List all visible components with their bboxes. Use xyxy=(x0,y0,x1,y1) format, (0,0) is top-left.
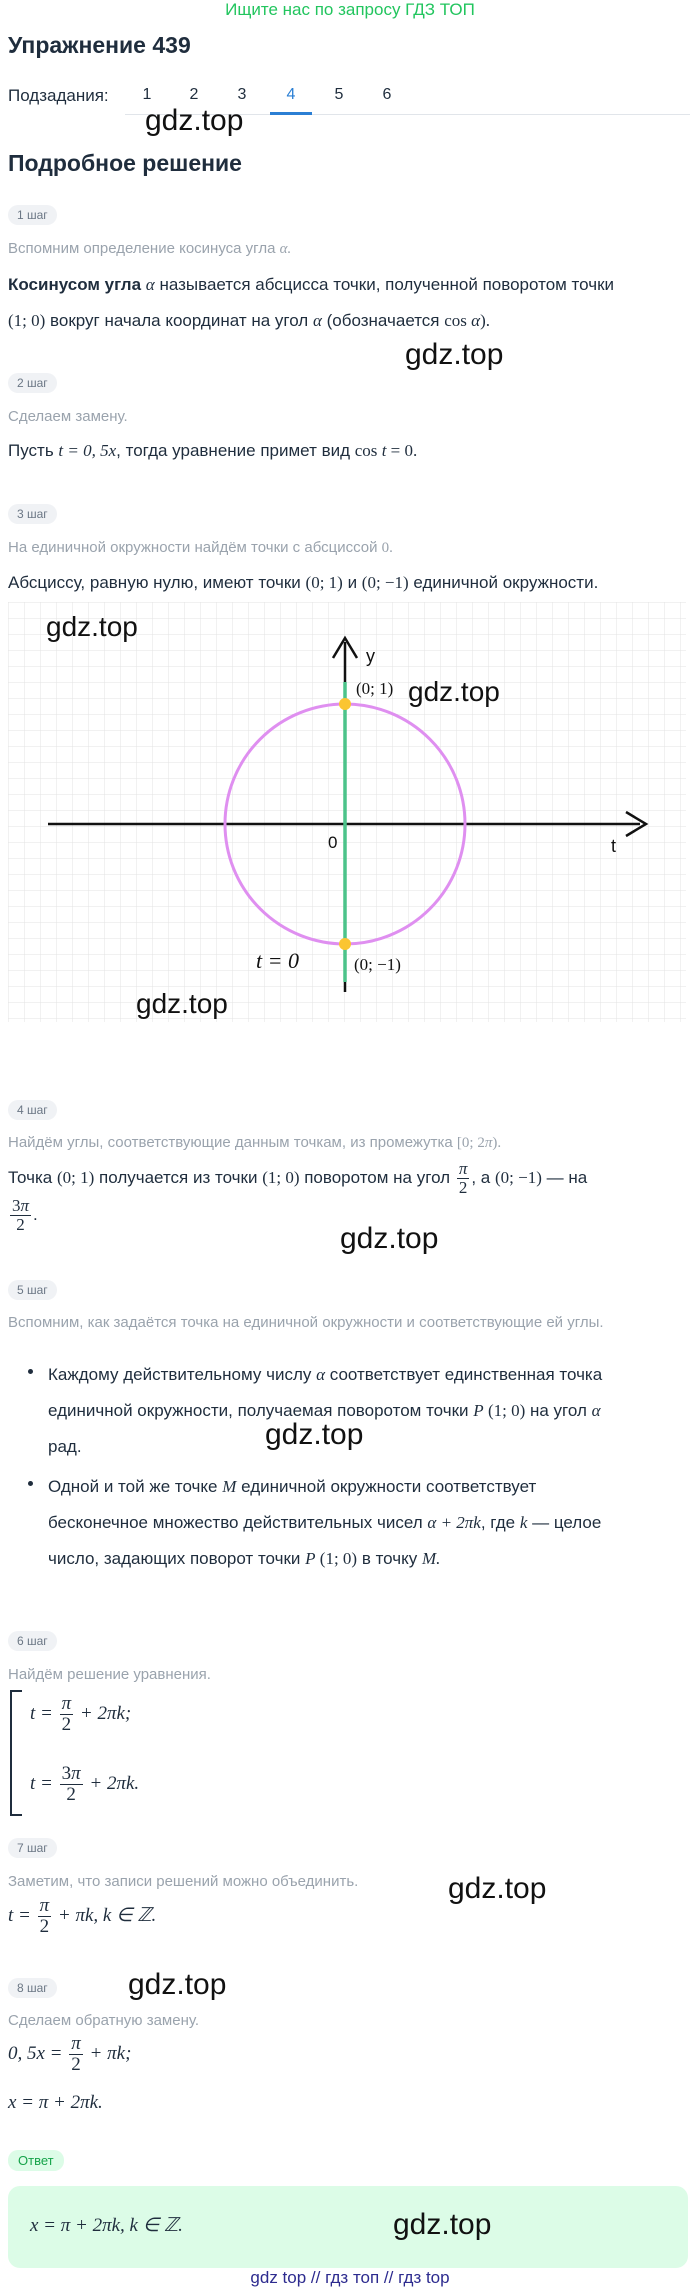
bullet-dot xyxy=(28,1481,33,1486)
alpha-symbol: α xyxy=(312,311,322,330)
subtask-tab-2[interactable]: 2 xyxy=(189,86,199,103)
step4-line-d: , а xyxy=(471,1167,491,1187)
alpha-symbol: α xyxy=(591,1401,601,1420)
answer-box xyxy=(8,2186,688,2268)
fraction-pi-over-2: $\frac{\pi}{2}$ xyxy=(458,1159,468,1197)
step2-line-b: , тогда уравнение примет вид xyxy=(116,441,351,460)
step3-hint xyxy=(8,539,393,557)
footer-links[interactable]: gdz top // гдз топ // гдз top xyxy=(250,2268,450,2287)
inverse-substitution-2: x = π + 2πk. xyxy=(8,2092,103,2113)
step-badge-2: 2 шаг xyxy=(8,373,57,393)
cos-alpha: cos α). xyxy=(444,311,491,330)
step-badge-6: 6 шаг xyxy=(8,1631,57,1651)
watermark: gdz.top xyxy=(128,1968,227,2001)
step1-hint xyxy=(8,240,291,258)
step-badge-7: 7 шаг xyxy=(8,1838,57,1858)
inverse-substitution-1: 0, 5x = $\frac{\pi}{2}$ + πk; xyxy=(8,2033,132,2075)
step-badge-1: 1 шаг xyxy=(8,205,57,225)
watermark: gdz.top xyxy=(265,1418,364,1451)
step1-line2a-text: вокруг начала координат на угол xyxy=(50,311,309,330)
point-M: M. xyxy=(421,1549,441,1568)
subtasks-label: Подзадания: xyxy=(8,86,109,105)
step3-line-b: и xyxy=(347,573,358,592)
fraction-pi-over-2: $\frac{\pi}{2}$ xyxy=(39,1895,50,1937)
answer-label: Ответ xyxy=(8,2150,64,2171)
b2-line3a: число, задающих поворот точки xyxy=(48,1549,301,1568)
subtask-tab-5[interactable]: 5 xyxy=(334,86,344,103)
step-badge-4: 4 шаг xyxy=(8,1100,57,1120)
alpha-plus-2pik: α + 2πk xyxy=(427,1513,481,1532)
step1-line2b-text: (обозначается xyxy=(326,311,440,330)
fraction-pi-over-2: $\frac{\pi}{2}$ xyxy=(61,1693,72,1735)
step1-hint-text: Вспомним определение косинуса угла xyxy=(8,240,276,257)
combined-solution: t = $\frac{\pi}{2}$ + πk, k ∈ ℤ. xyxy=(8,1895,157,1937)
point-1-0: (1; 0) xyxy=(262,1167,300,1187)
b2-line1b: единичной окружности соответствует xyxy=(241,1477,537,1496)
step6-hint: Найдём решение уравнения. xyxy=(8,1666,211,1683)
search-banner: Ищите нас по запросу ГДЗ ТОП xyxy=(225,0,475,19)
point-1-0: (1; 0) xyxy=(8,311,46,330)
step4-hint-text: Найдём углы, соответствующие данным точкам, из промежутка xyxy=(8,1134,453,1151)
alpha-symbol: α. xyxy=(279,241,292,257)
point-P-1-0: P (1; 0) xyxy=(305,1549,358,1568)
step7-hint: Заметим, что записи решений можно объединить. xyxy=(8,1873,359,1890)
point-0-1: (0; 1) xyxy=(305,573,343,592)
substitution-formula: t = 0, 5x xyxy=(58,441,117,460)
step4-hint xyxy=(8,1134,501,1152)
watermark: gdz.top xyxy=(340,1222,439,1255)
b1-line2a: единичной окружности, получаемая поворотом точки xyxy=(48,1401,469,1420)
subtask-tab-4[interactable]: 4 xyxy=(286,86,296,103)
zero-value: 0. xyxy=(381,540,393,556)
step3-hint-text: На единичной окружности найдём точки с абсциссой xyxy=(8,539,378,556)
step1-line2 xyxy=(8,311,490,331)
step-badge-5: 5 шаг xyxy=(8,1280,57,1300)
b2-line2c: — целое xyxy=(532,1513,602,1532)
step-badge-3: 3 шаг xyxy=(8,504,57,524)
point-0-minus1: (0; −1) xyxy=(361,573,409,592)
step3-line-c: единичной окружности. xyxy=(413,573,599,592)
step3-line xyxy=(8,573,598,593)
step2-hint: Сделаем замену. xyxy=(8,408,128,425)
solution-line-2: t = $\frac{3\pi}{2}$ + 2πk. xyxy=(30,1763,140,1805)
step4-line-c: поворотом на угол xyxy=(304,1167,451,1187)
solution-line-1: t = $\frac{\pi}{2}$ + 2πk; xyxy=(30,1693,132,1735)
step8-hint: Сделаем обратную замену. xyxy=(8,2012,200,2029)
b1-line3: рад. xyxy=(48,1437,82,1456)
point-0-1: (0; 1) xyxy=(57,1167,95,1187)
solution-title: Подробное решение xyxy=(8,150,242,176)
line-label: t = 0 xyxy=(256,948,299,973)
system-bracket xyxy=(10,1690,22,1816)
step5-bullet-2 xyxy=(48,1469,688,1577)
step3-line-a: Абсциссу, равную нулю, имеют точки xyxy=(8,573,301,592)
watermark: gdz.top xyxy=(46,611,138,642)
top-point-label: (0; 1) xyxy=(356,679,394,698)
point-0-minus1: (0; −1) xyxy=(494,1167,542,1187)
answer-formula: x = π + 2πk, k ∈ ℤ. xyxy=(30,2215,183,2236)
watermark: gdz.top xyxy=(393,2208,492,2241)
page-title: Упражнение 439 xyxy=(8,32,191,58)
interval: [0; 2π). xyxy=(456,1135,502,1151)
active-tab-indicator xyxy=(270,112,312,115)
b2-line2a: бесконечное множество действительных чисел xyxy=(48,1513,423,1532)
step4-line-b: получается из точки xyxy=(99,1167,258,1187)
y-axis-label: y xyxy=(366,646,375,666)
watermark: gdz.top xyxy=(145,104,244,137)
origin-label: 0 xyxy=(328,833,338,852)
step4-line-a: Точка xyxy=(8,1167,53,1187)
subtask-tab-6[interactable]: 6 xyxy=(382,86,392,103)
point-P-1-0: P (1; 0) xyxy=(473,1401,526,1420)
step4-line: Точка (0; 1) получается из точки (1; 0) поворотом на угол $\frac{\pi}{2}$ , а (0; −1) — на $\frac{3\pi}{2}$ . xyxy=(8,1159,588,1234)
point-top xyxy=(339,698,351,710)
bullet-dot xyxy=(28,1369,33,1374)
watermark: gdz.top xyxy=(408,676,500,707)
step1-line1-text: называется абсцисса точки, полученной поворотом точки xyxy=(159,275,615,294)
b2-line3b: в точку xyxy=(361,1549,418,1568)
x-axis-label: t xyxy=(611,836,617,856)
step2-line xyxy=(8,441,417,461)
bold-term: Косинусом угла xyxy=(8,275,142,294)
b2-line1a: Одной и той же точке xyxy=(48,1477,218,1496)
b1-line2b: на угол xyxy=(529,1401,587,1420)
b1-line1b: соответствует единственная точка xyxy=(329,1365,603,1384)
watermark: gdz.top xyxy=(405,338,504,371)
k-symbol: k xyxy=(519,1513,528,1532)
point-bottom xyxy=(339,938,351,950)
bottom-point-label: (0; −1) xyxy=(354,955,401,974)
fraction-pi-over-2: $\frac{\pi}{2}$ xyxy=(71,2033,81,2075)
subtask-tab-3[interactable]: 3 xyxy=(237,86,247,103)
watermark: gdz.top xyxy=(448,1872,547,1905)
fraction-3pi-over-2: $\frac{3\pi}{2}$ xyxy=(12,1195,30,1234)
b1-line1: Каждому действительному числу xyxy=(48,1365,312,1384)
step2-line-a: Пусть xyxy=(8,441,54,460)
grid-background xyxy=(8,602,686,1022)
point-M: M xyxy=(222,1477,237,1496)
fraction-3pi-over-2: $\frac{3\pi}{2}$ xyxy=(61,1763,81,1805)
step-badge-8: 8 шаг xyxy=(8,1978,57,1998)
watermark: gdz.top xyxy=(136,988,228,1019)
equation-cos-t: cos t = 0. xyxy=(354,441,418,460)
subtask-tab-1[interactable]: 1 xyxy=(142,86,152,103)
step4-line-e: — на xyxy=(546,1167,588,1187)
step5-hint: Вспомним, как задаётся точка на единичной окружности и соответствующие ей углы. xyxy=(8,1314,604,1331)
alpha-symbol: α xyxy=(145,275,155,294)
unit-circle-diagram xyxy=(8,602,686,1022)
alpha-symbol: α xyxy=(316,1365,326,1384)
step1-line1 xyxy=(8,275,614,295)
b2-line2b: , где xyxy=(480,1513,516,1532)
